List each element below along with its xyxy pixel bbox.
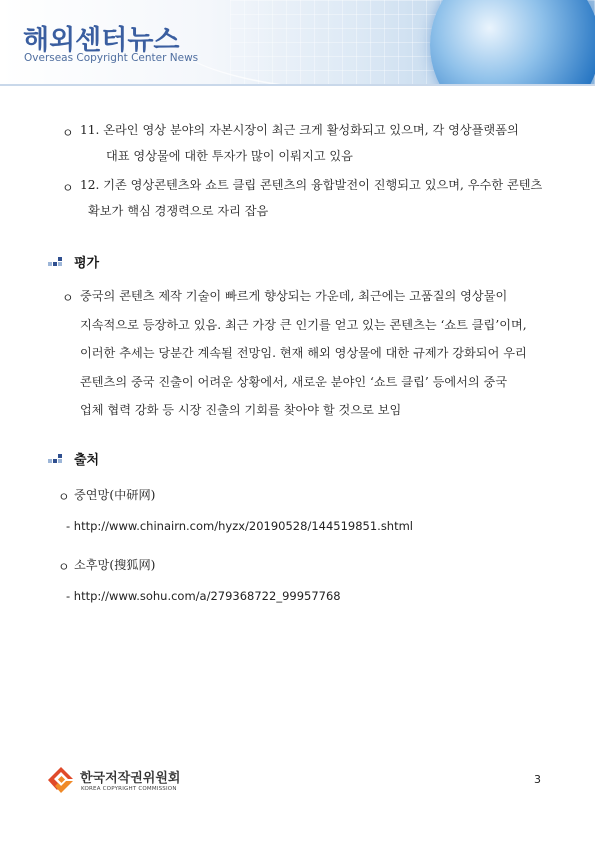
source-name: 중연망(中研网) bbox=[74, 488, 156, 502]
footer-org-name: 한국저작권위원회 bbox=[80, 771, 181, 786]
section-squares-icon bbox=[48, 257, 66, 267]
footer-org-english: KOREA COPYRIGHT COMMISSION bbox=[81, 786, 177, 792]
header-banner bbox=[0, 0, 595, 84]
globe-icon bbox=[430, 0, 595, 84]
list-item bbox=[80, 172, 560, 224]
list-bullet: ㅇ bbox=[58, 560, 70, 574]
list-item bbox=[80, 117, 550, 169]
list-item-line: 대표 영상물에 대한 투자가 많이 이뤄지고 있음 bbox=[106, 149, 353, 163]
header-divider bbox=[0, 84, 595, 86]
page-number: 3 bbox=[534, 773, 541, 786]
paragraph-line: 콘텐츠의 중국 진출이 어려운 상황에서, 새로운 분야인 ‘쇼트 클립’ 등에서의 중국 bbox=[80, 374, 508, 389]
list-bullet: ㅇ bbox=[62, 126, 74, 140]
newsletter-subtitle: Overseas Copyright Center News bbox=[24, 52, 199, 64]
section-heading-evaluation: 평가 bbox=[74, 256, 100, 271]
copyright-commission-logo-icon bbox=[46, 765, 76, 795]
paragraph-line: 중국의 콘텐츠 제작 기술이 빠르게 향상되는 가운데, 최근에는 고품질의 영상물이 bbox=[80, 289, 508, 303]
paragraph-line: 이러한 추세는 당분간 계속될 전망임. 현재 해외 영상물에 대한 규제가 강화되어 우리 bbox=[80, 346, 527, 360]
list-item-line: 11. 온라인 영상 분야의 자본시장이 최근 크게 활성화되고 있으며, 각 영상플랫폼의 bbox=[80, 123, 519, 137]
list-item-line: 확보가 핵심 경쟁력으로 자리 잡음 bbox=[88, 204, 269, 218]
list-item-line: 12. 기존 영상콘텐츠와 쇼트 클립 콘텐츠의 융합발전이 진행되고 있으며, 우수한 콘텐츠 bbox=[80, 178, 543, 192]
source-link[interactable]: - http://www.sohu.com/a/279368722_99957768 bbox=[66, 589, 341, 603]
paragraph-line: 업체 협력 강화 등 시장 진출의 기회를 찾아야 할 것으로 보임 bbox=[80, 403, 402, 417]
list-bullet: ㅇ bbox=[62, 181, 74, 195]
newsletter-title: 해외센터뉴스 bbox=[23, 25, 180, 56]
list-bullet: ㅇ bbox=[62, 291, 74, 305]
source-name: 소후망(搜狐网) bbox=[74, 558, 156, 572]
section-squares-icon bbox=[48, 454, 66, 464]
list-bullet: ㅇ bbox=[58, 490, 70, 504]
evaluation-paragraph bbox=[80, 282, 555, 425]
paragraph-line: 지속적으로 등장하고 있음. 최근 가장 큰 인기를 얻고 있는 콘텐츠는 ‘쇼트 클립’이며, bbox=[80, 317, 527, 332]
section-heading-sources: 출처 bbox=[74, 453, 100, 468]
source-link[interactable]: - http://www.chinairn.com/hyzx/20190528/144519851.shtml bbox=[66, 519, 414, 533]
